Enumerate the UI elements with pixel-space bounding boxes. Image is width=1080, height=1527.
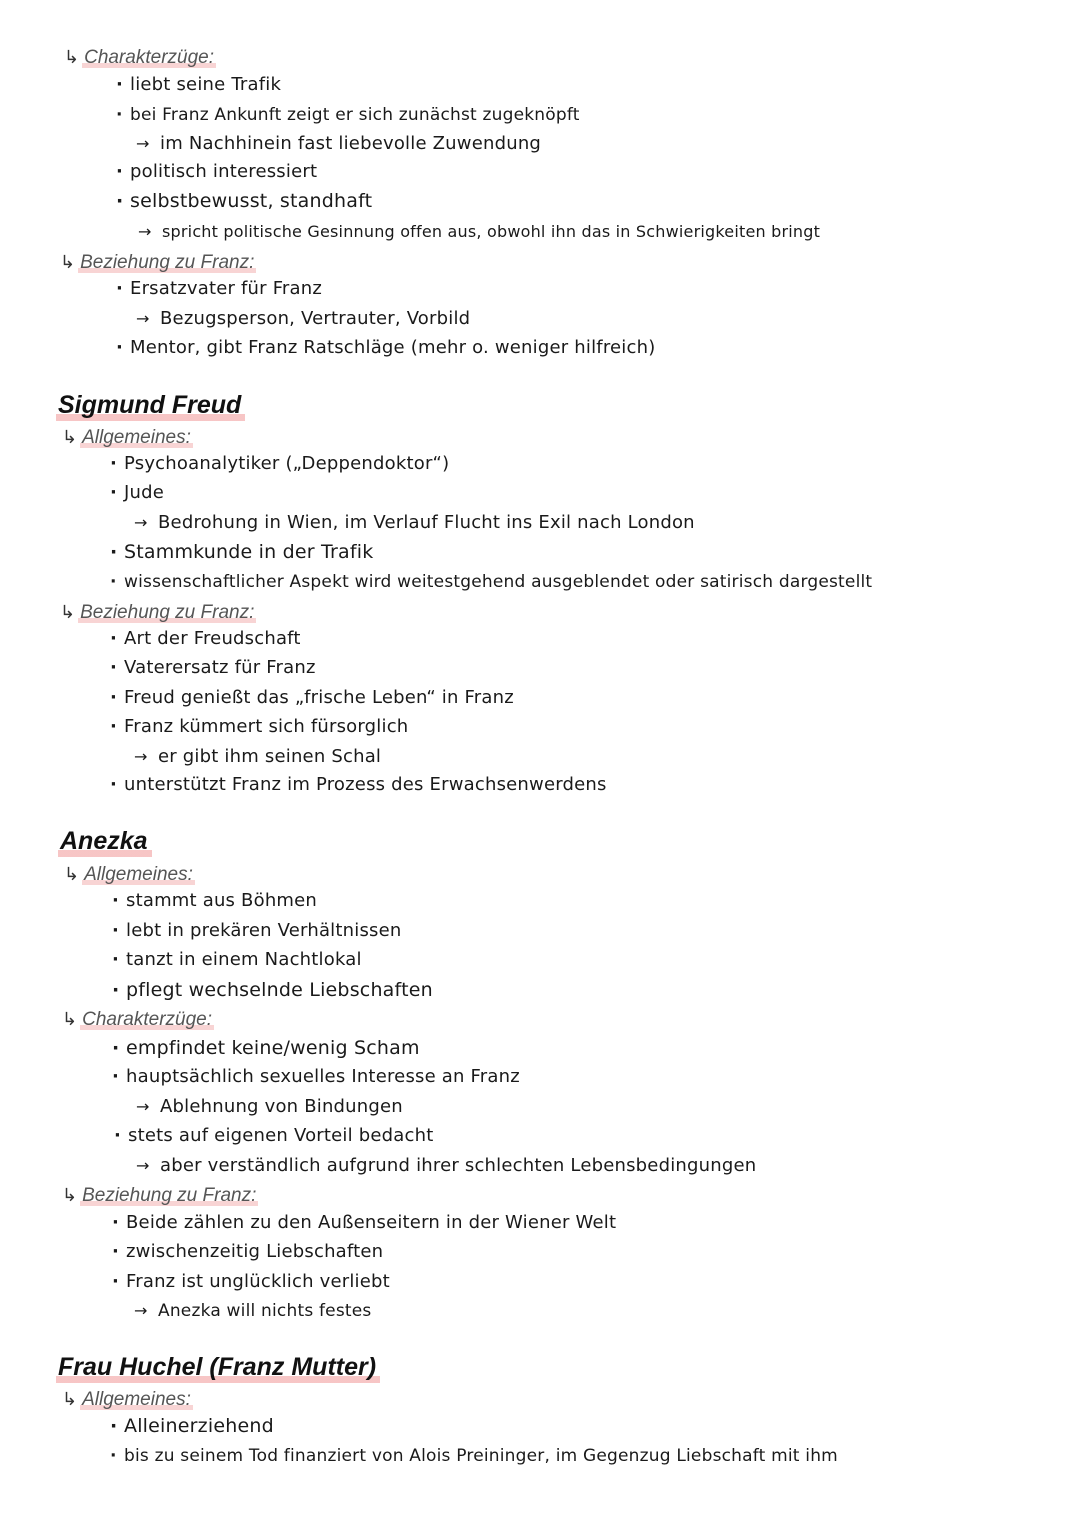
- sub-item: → im Nachhinein fast liebevolle Zuwendung: [136, 133, 542, 154]
- bullet-item: · Art der Freudschaft: [110, 628, 301, 649]
- bullet-icon: ·: [110, 716, 118, 737]
- bullet-icon: ·: [110, 1446, 117, 1466]
- bullet-icon: ·: [110, 687, 118, 708]
- arrow-right-icon: →: [134, 1301, 148, 1320]
- bullet-icon: ·: [110, 657, 118, 678]
- hook-arrow-icon: ↳: [62, 1389, 78, 1409]
- bullet-item: · hauptsächlich sexuelles Interesse an Franz: [112, 1066, 520, 1087]
- bullet-icon: ·: [116, 190, 124, 212]
- section-allgemeines: ↳ Allgemeines:: [62, 1389, 191, 1410]
- arrow-right-icon: →: [138, 222, 152, 241]
- bullet-icon: ·: [112, 949, 120, 970]
- bullet-icon: ·: [114, 1125, 122, 1146]
- sub-item: → aber verständlich aufgrund ihrer schlechten Lebensbedingungen: [136, 1155, 757, 1176]
- bullet-item: · Alleinerziehend: [110, 1415, 274, 1437]
- hook-arrow-icon: ↳: [62, 427, 78, 447]
- bullet-item: · Jude: [110, 482, 165, 503]
- heading-freud: Sigmund Freud: [56, 390, 245, 421]
- bullet-icon: ·: [112, 920, 120, 941]
- bullet-icon: ·: [110, 482, 118, 503]
- hook-arrow-icon: ↳: [64, 864, 80, 884]
- sub-item: → spricht politische Gesinnung offen aus, obwohl ihn das in Schwierigkeiten bringt: [138, 220, 820, 244]
- section-allgemeines: ↳ Allgemeines:: [62, 427, 191, 448]
- hook-arrow-icon: ↳: [64, 47, 80, 67]
- bullet-item: · liebt seine Trafik: [116, 74, 282, 95]
- bullet-item: · Freud genießt das „frische Leben“ in Franz: [110, 687, 514, 708]
- bullet-icon: ·: [112, 890, 120, 911]
- bullet-item: · unterstützt Franz im Prozess des Erwachsenwerdens: [110, 774, 607, 795]
- bullet-icon: ·: [110, 453, 118, 474]
- section-beziehung: ↳ Beziehung zu Franz:: [60, 602, 255, 623]
- section-allgemeines: ↳ Allgemeines:: [64, 864, 193, 885]
- bullet-item: · lebt in prekären Verhältnissen: [112, 920, 402, 941]
- hook-arrow-icon: ↳: [60, 602, 76, 622]
- bullet-item: · bei Franz Ankunft zeigt er sich zunächst zugeknöpft: [116, 105, 580, 125]
- bullet-icon: ·: [116, 74, 124, 95]
- sub-item: → er gibt ihm seinen Schal: [134, 746, 382, 767]
- bullet-item: · Vaterersatz für Franz: [110, 657, 316, 678]
- bullet-icon: ·: [112, 979, 120, 1001]
- arrow-right-icon: →: [136, 1156, 150, 1175]
- section-beziehung: ↳ Beziehung zu Franz:: [60, 252, 255, 273]
- bullet-item: · politisch interessiert: [116, 161, 318, 182]
- bullet-item: · stets auf eigenen Vorteil bedacht: [114, 1125, 434, 1146]
- bullet-icon: ·: [112, 1037, 120, 1059]
- sub-item: → Bedrohung in Wien, im Verlauf Flucht ins Exil nach London: [134, 512, 695, 533]
- bullet-icon: ·: [112, 1066, 120, 1087]
- hook-arrow-icon: ↳: [62, 1009, 78, 1029]
- heading-huchel: Frau Huchel (Franz Mutter): [56, 1352, 380, 1383]
- bullet-item: · Franz ist unglücklich verliebt: [112, 1271, 390, 1292]
- arrow-right-icon: →: [136, 1097, 150, 1116]
- bullet-icon: ·: [112, 1241, 120, 1262]
- sub-item: → Bezugsperson, Vertrauter, Vorbild: [136, 308, 471, 329]
- arrow-right-icon: →: [134, 513, 148, 532]
- bullet-icon: ·: [110, 1415, 118, 1437]
- arrow-right-icon: →: [136, 134, 150, 153]
- bullet-item: · Stammkunde in der Trafik: [110, 541, 374, 563]
- bullet-icon: ·: [110, 628, 118, 649]
- bullet-icon: ·: [116, 278, 124, 299]
- bullet-item: · empfindet keine/wenig Scham: [112, 1037, 420, 1059]
- bullet-icon: ·: [116, 337, 124, 358]
- hook-arrow-icon: ↳: [62, 1185, 78, 1205]
- section-charakterzuege: ↳ Charakterzüge:: [64, 47, 214, 68]
- bullet-icon: ·: [116, 105, 123, 125]
- bullet-item: · tanzt in einem Nachtlokal: [112, 949, 362, 970]
- bullet-icon: ·: [110, 541, 118, 563]
- bullet-item: · Mentor, gibt Franz Ratschläge (mehr o. weniger hilfreich): [116, 337, 656, 358]
- bullet-item: · Beide zählen zu den Außenseitern in der Wiener Welt: [112, 1212, 617, 1233]
- bullet-item: · stammt aus Böhmen: [112, 890, 318, 911]
- bullet-icon: ·: [112, 1271, 120, 1292]
- arrow-right-icon: →: [136, 309, 150, 328]
- bullet-icon: ·: [112, 1212, 120, 1233]
- sub-item: → Anezka will nichts festes: [134, 1301, 372, 1321]
- bullet-item: · zwischenzeitig Liebschaften: [112, 1241, 384, 1262]
- bullet-item: · Franz kümmert sich fürsorglich: [110, 716, 409, 737]
- bullet-item: · Psychoanalytiker („Deppendoktor“): [110, 453, 450, 474]
- bullet-item: · Ersatzvater für Franz: [116, 278, 323, 299]
- arrow-right-icon: →: [134, 747, 148, 766]
- hook-arrow-icon: ↳: [60, 252, 76, 272]
- bullet-item: · bis zu seinem Tod finanziert von Alois Preininger, im Gegenzug Liebschaft mit ihm: [110, 1446, 838, 1466]
- bullet-item: · pflegt wechselnde Liebschaften: [112, 979, 433, 1001]
- sub-item: → Ablehnung von Bindungen: [136, 1096, 403, 1117]
- section-beziehung: ↳ Beziehung zu Franz:: [62, 1185, 257, 1206]
- bullet-item: · wissenschaftlicher Aspekt wird weitestgehend ausgeblendet oder satirisch dargestellt: [110, 572, 873, 592]
- bullet-icon: ·: [116, 161, 124, 182]
- heading-anezka: Anezka: [58, 826, 152, 857]
- bullet-icon: ·: [110, 774, 118, 795]
- bullet-item: · selbstbewusst, standhaft: [116, 190, 373, 212]
- bullet-icon: ·: [110, 572, 117, 592]
- section-charakterzuege: ↳ Charakterzüge:: [62, 1009, 212, 1030]
